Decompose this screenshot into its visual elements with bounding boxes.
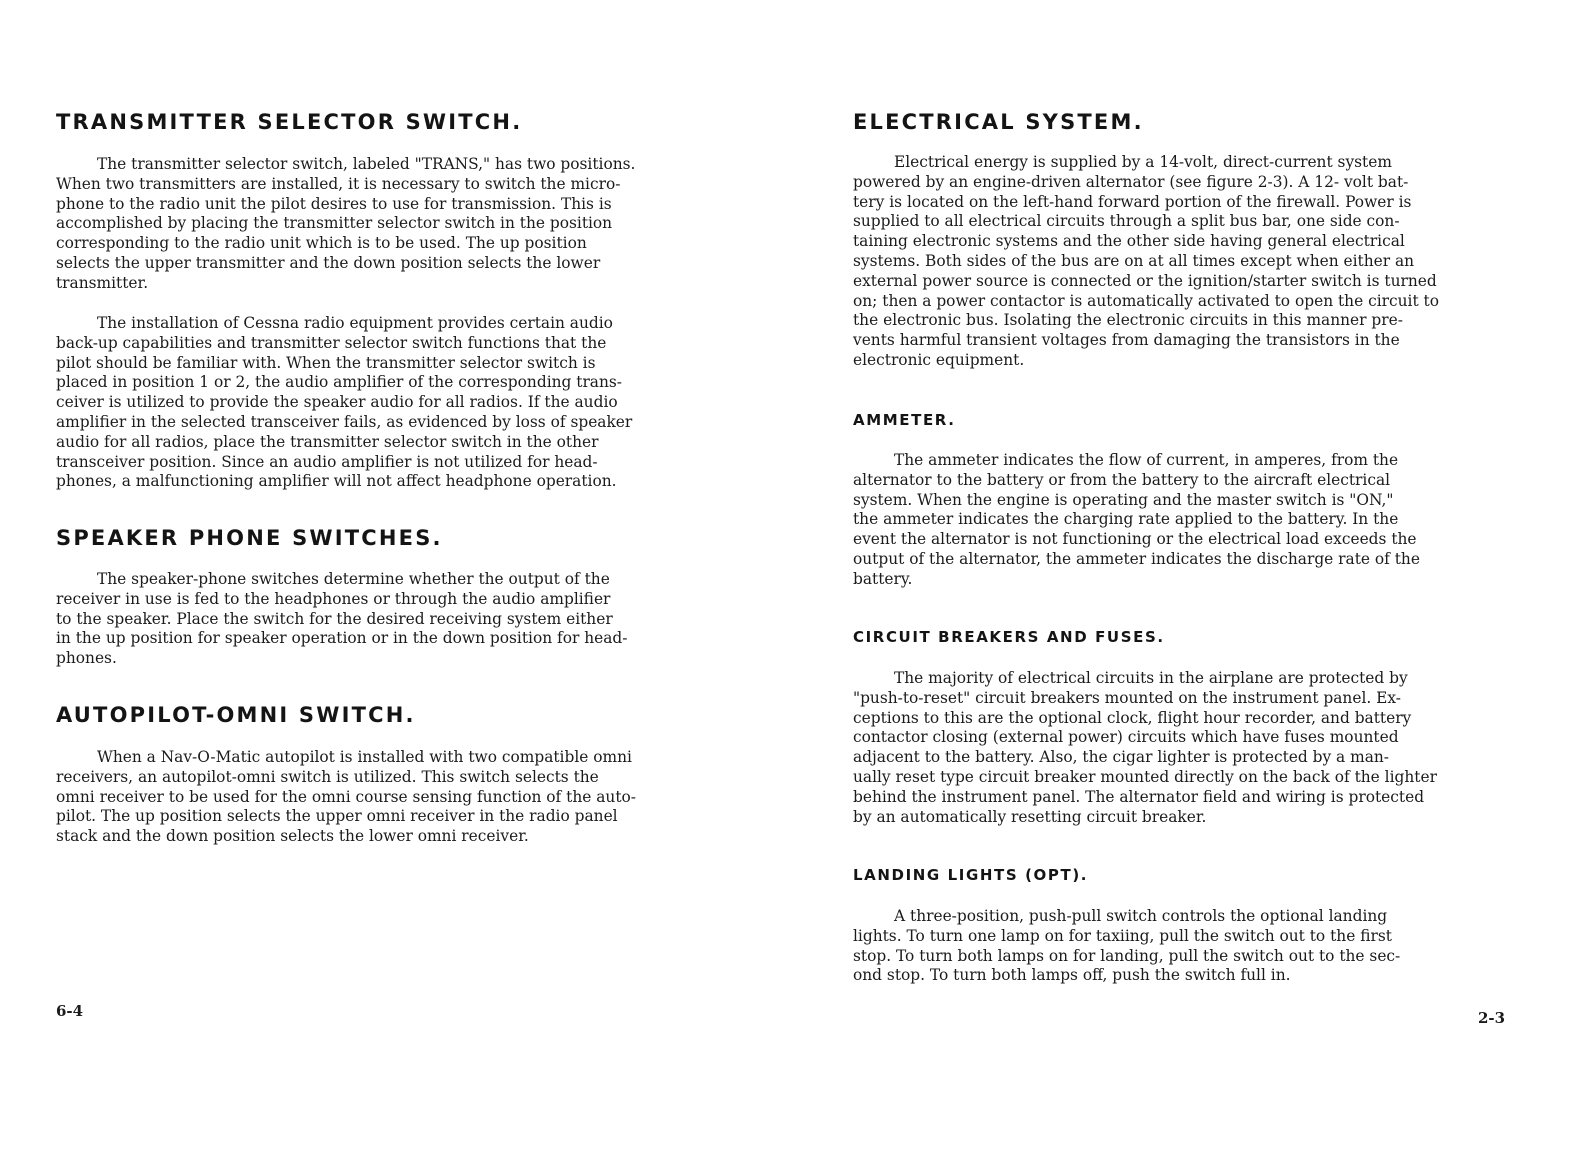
text-line: The speaker-phone switches determine whether the output of the bbox=[97, 570, 610, 588]
section-heading-speaker-phone-switches: SPEAKER PHONE SWITCHES. bbox=[56, 526, 443, 550]
text-line: on; then a power contactor is automatically activated to open the circuit to bbox=[853, 291, 1439, 310]
text-line: ceiver is utilized to provide the speaker audio for all radios. If the audio bbox=[56, 393, 618, 412]
text-line: event the alternator is not functioning or the electrical load exceeds the bbox=[853, 530, 1417, 549]
text-line: "push-to-reset" circuit breakers mounted on the instrument panel. Ex- bbox=[853, 688, 1402, 707]
text-line: pilot should be familiar with. When the transmitter selector switch is bbox=[56, 353, 596, 372]
text-line: placed in position 1 or 2, the audio amplifier of the corresponding trans- bbox=[56, 373, 622, 392]
text-line: omni receiver to be used for the omni course sensing function of the auto- bbox=[56, 787, 636, 806]
paragraph-circuit-breakers bbox=[853, 669, 1533, 827]
text-line: systems. Both sides of the bus are on at all times except when either an bbox=[853, 251, 1415, 270]
text-line: ceptions to this are the optional clock, flight hour recorder, and battery bbox=[853, 708, 1412, 727]
text-line: amplifier in the selected transceiver fails, as evidenced by loss of speaker bbox=[56, 412, 633, 431]
text-line: receiver in use is fed to the headphones or through the audio amplifier bbox=[56, 589, 611, 608]
text-line: tery is located on the left-hand forward portion of the firewall. Power is bbox=[853, 192, 1412, 211]
text-line: back-up capabilities and transmitter selector switch functions that the bbox=[56, 333, 607, 352]
text-line: The ammeter indicates the flow of current, in amperes, from the bbox=[894, 451, 1399, 469]
text-line: accomplished by placing the transmitter selector switch in the position bbox=[56, 214, 613, 233]
text-line: in the up position for speaker operation or in the down position for head- bbox=[56, 629, 628, 648]
text-line: taining electronic systems and the other side having general electrical bbox=[853, 232, 1405, 251]
text-line: powered by an engine-driven alternator (see figure 2-3). A 12- volt bat- bbox=[853, 172, 1409, 191]
page-number-left: 6-4 bbox=[56, 1002, 84, 1020]
text-line: supplied to all electrical circuits through a split bus bar, one side con- bbox=[853, 212, 1400, 231]
text-line: A three-position, push-pull switch controls the optional landing bbox=[894, 907, 1388, 925]
text-line: transmitter. bbox=[56, 273, 149, 292]
paragraph-transmitter-selector-2 bbox=[56, 314, 736, 492]
text-line: stack and the down position selects the lower omni receiver. bbox=[56, 827, 529, 846]
text-line: behind the instrument panel. The alternator field and wiring is protected bbox=[853, 787, 1425, 806]
text-line: pilot. The up position selects the upper omni receiver in the radio panel bbox=[56, 807, 618, 826]
section-heading-landing-lights: LANDING LIGHTS (OPT). bbox=[853, 866, 1089, 884]
page-number-right: 2-3 bbox=[1478, 1009, 1506, 1027]
section-heading-autopilot-omni-switch: AUTOPILOT-OMNI SWITCH. bbox=[56, 703, 416, 727]
text-line: transceiver position. Since an audio amplifier is not utilized for head- bbox=[56, 452, 598, 471]
text-line: The installation of Cessna radio equipment provides certain audio bbox=[97, 314, 613, 332]
text-line: system. When the engine is operating and the master switch is "ON," bbox=[853, 490, 1394, 509]
text-line: The transmitter selector switch, labeled "TRANS," has two positions. bbox=[97, 155, 636, 173]
right-page bbox=[853, 0, 1533, 1151]
text-line: alternator to the battery or from the battery to the aircraft electrical bbox=[853, 470, 1391, 489]
text-line: lights. To turn one lamp on for taxiing, pull the switch out to the first bbox=[853, 926, 1392, 945]
section-heading-ammeter: AMMETER. bbox=[853, 411, 956, 429]
text-line: phone to the radio unit the pilot desires to use for transmission. This is bbox=[56, 194, 612, 213]
paragraph-ammeter bbox=[853, 451, 1533, 590]
section-heading-circuit-breakers-and-fuses: CIRCUIT BREAKERS AND FUSES. bbox=[853, 628, 1165, 646]
text-line: audio for all radios, place the transmitter selector switch in the other bbox=[56, 432, 599, 451]
text-line: vents harmful transient voltages from damaging the transistors in the bbox=[853, 331, 1400, 350]
text-line: contactor closing (external power) circuits which have fuses mounted bbox=[853, 728, 1399, 747]
text-line: When two transmitters are installed, it is necessary to switch the micro- bbox=[56, 174, 621, 193]
text-line: external power source is connected or the ignition/starter switch is turned bbox=[853, 271, 1437, 290]
text-line: When a Nav-O-Matic autopilot is installed with two compatible omni bbox=[97, 748, 632, 766]
text-line: phones. bbox=[56, 649, 117, 668]
text-line: The majority of electrical circuits in the airplane are protected by bbox=[894, 669, 1408, 687]
text-line: to the speaker. Place the switch for the desired receiving system either bbox=[56, 609, 613, 628]
paragraph-landing-lights bbox=[853, 907, 1533, 986]
text-line: battery. bbox=[853, 569, 913, 588]
text-line: the ammeter indicates the charging rate applied to the battery. In the bbox=[853, 510, 1399, 529]
text-line: corresponding to the radio unit which is to be used. The up position bbox=[56, 234, 587, 253]
text-line: stop. To turn both lamps on for landing, pull the switch out to the sec- bbox=[853, 946, 1401, 965]
paragraph-autopilot-omni bbox=[56, 748, 736, 847]
text-line: by an automatically resetting circuit breaker. bbox=[853, 807, 1207, 826]
section-heading-transmitter-selector-switch: TRANSMITTER SELECTOR SWITCH. bbox=[56, 110, 523, 134]
text-line: Electrical energy is supplied by a 14-volt, direct-current system bbox=[894, 153, 1392, 171]
text-line: output of the alternator, the ammeter indicates the discharge rate of the bbox=[853, 549, 1420, 568]
section-heading-electrical-system: ELECTRICAL SYSTEM. bbox=[853, 110, 1144, 134]
paragraph-electrical-system bbox=[853, 153, 1533, 371]
text-line: ond stop. To turn both lamps off, push the switch full in. bbox=[853, 966, 1291, 985]
paragraph-transmitter-selector-1 bbox=[56, 155, 736, 294]
text-line: ually reset type circuit breaker mounted directly on the back of the lighter bbox=[853, 767, 1437, 786]
left-page bbox=[56, 0, 736, 1151]
text-line: phones, a malfunctioning amplifier will not affect headphone operation. bbox=[56, 472, 617, 491]
text-line: electronic equipment. bbox=[853, 350, 1025, 369]
paragraph-speaker-phone bbox=[56, 570, 736, 669]
text-line: selects the upper transmitter and the down position selects the lower bbox=[56, 253, 601, 272]
text-line: adjacent to the battery. Also, the cigar lighter is protected by a man- bbox=[853, 748, 1390, 767]
text-line: the electronic bus. Isolating the electronic circuits in this manner pre- bbox=[853, 311, 1403, 330]
text-line: receivers, an autopilot-omni switch is utilized. This switch selects the bbox=[56, 767, 599, 786]
